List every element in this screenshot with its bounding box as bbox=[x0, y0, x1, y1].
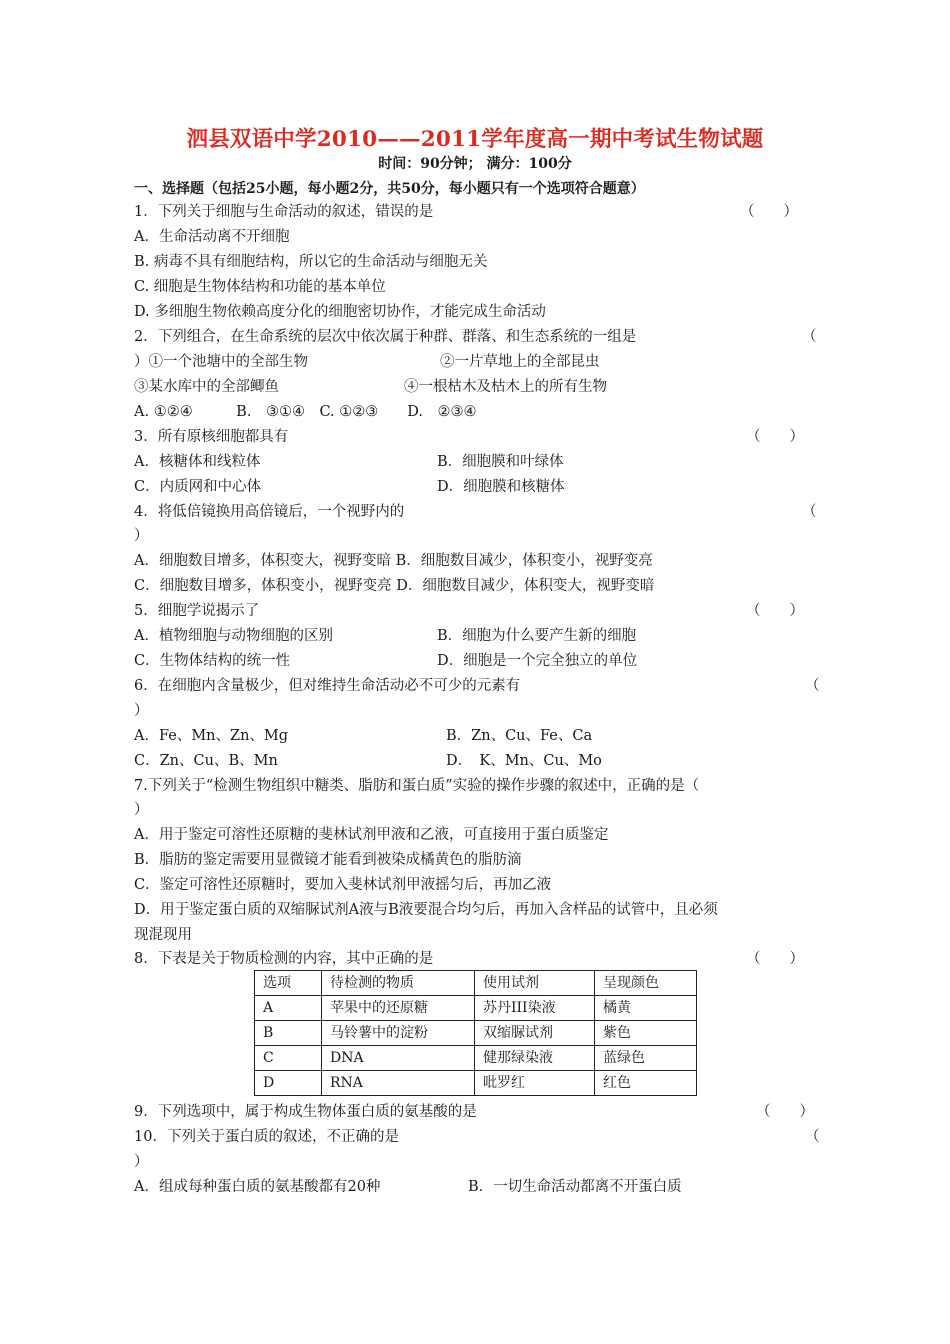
q4-options-cd: C．细胞数目增多，体积变小，视野变亮 D．细胞数目减少，体积变大，视野变暗 bbox=[134, 578, 655, 594]
q6-option-c: C．Zn、Cu、B、Mn bbox=[134, 753, 278, 769]
q7-option-c: C．鉴定可溶性还原糖时，要加入斐林试剂甲液摇匀后，再加乙液 bbox=[134, 877, 552, 893]
table-cell: 吡罗红 bbox=[475, 1071, 595, 1096]
table-cell: 健那绿染液 bbox=[475, 1046, 595, 1071]
q8-answer-paren: （ ） bbox=[746, 951, 804, 967]
q5-option-c: C．生物体结构的统一性 bbox=[134, 653, 291, 669]
q5-stem: 5．细胞学说揭示了 bbox=[134, 603, 260, 619]
q4-answer-paren-close: ） bbox=[134, 528, 149, 544]
q2-item-3: ③某水库中的全部鲫鱼 bbox=[134, 379, 279, 395]
table-cell: 紫色 bbox=[595, 1021, 697, 1046]
q7-option-b: B．脂肪的鉴定需要用显微镜才能看到被染成橘黄色的脂肪滴 bbox=[134, 852, 522, 868]
q5-option-a: A．植物细胞与动物细胞的区别 bbox=[134, 628, 333, 644]
q6-answer-paren-open: （ bbox=[805, 678, 820, 694]
table-cell: 苹果中的还原糖 bbox=[322, 996, 475, 1021]
q1-option-c: C. 细胞是生物体结构和功能的基本单位 bbox=[134, 279, 386, 295]
table-row bbox=[255, 1071, 697, 1096]
table-cell: 双缩脲试剂 bbox=[475, 1021, 595, 1046]
q3-stem: 3．所有原核细胞都具有 bbox=[134, 429, 289, 445]
q10-option-a: A．组成每种蛋白质的氨基酸都有20种 bbox=[134, 1179, 381, 1195]
table-cell: C bbox=[255, 1046, 322, 1071]
q7-option-a: A．用于鉴定可溶性还原糖的斐林试剂甲液和乙液，可直接用于蛋白质鉴定 bbox=[134, 827, 609, 843]
q10-option-b: B．一切生命活动都离不开蛋白质 bbox=[468, 1179, 682, 1195]
table-cell: DNA bbox=[322, 1046, 475, 1071]
q2-item-2: ②一片草地上的全部昆虫 bbox=[440, 354, 600, 370]
table-header-cell: 呈现颜色 bbox=[595, 971, 697, 996]
table-cell: D bbox=[255, 1071, 322, 1096]
q1-answer-paren: （ ） bbox=[740, 204, 798, 220]
q5-option-b: B．细胞为什么要产生新的细胞 bbox=[437, 628, 637, 644]
q2-answer-paren-open: （ bbox=[802, 329, 817, 345]
q10-answer-paren-close: ） bbox=[134, 1154, 149, 1170]
exam-title: 泗县双语中学2010——2011学年度高一期中考试生物试题 bbox=[186, 127, 764, 152]
table-cell: 马铃薯中的淀粉 bbox=[322, 1021, 475, 1046]
q7-stem: 7.下列关于“检测生物组织中糖类、脂肪和蛋白质”实验的操作步骤的叙述中，正确的是（ bbox=[134, 778, 700, 794]
table-cell: B bbox=[255, 1021, 322, 1046]
table-cell: 红色 bbox=[595, 1071, 697, 1096]
table-cell: A bbox=[255, 996, 322, 1021]
q2-stem: 2．下列组合，在生命系统的层次中依次属于种群、群落、和生态系统的一组是 bbox=[134, 329, 637, 345]
q2-options: A. ①②④ B. ③①④ C. ①②③ D. ②③④ bbox=[134, 404, 477, 420]
q4-stem: 4．将低倍镜换用高倍镜后，一个视野内的 bbox=[134, 504, 405, 520]
q4-options-ab: A．细胞数目增多，体积变大，视野变暗 B．细胞数目减少，体积变小，视野变亮 bbox=[134, 553, 653, 569]
table-row bbox=[255, 1021, 697, 1046]
q9-answer-paren: （ ） bbox=[756, 1104, 814, 1120]
q2-item-1: ）①一个池塘中的全部生物 bbox=[134, 354, 308, 370]
table-header-cell: 待检测的物质 bbox=[322, 971, 475, 996]
q6-option-b: B．Zn、Cu、Fe、Ca bbox=[446, 728, 593, 744]
table-cell: 蓝绿色 bbox=[595, 1046, 697, 1071]
q6-option-d: D． K、Mn、Cu、Mo bbox=[446, 753, 602, 769]
q10-stem: 10．下列关于蛋白质的叙述，不正确的是 bbox=[134, 1129, 399, 1145]
q7-option-d-line2: 现混现用 bbox=[134, 927, 192, 943]
q7-answer-paren-close: ） bbox=[134, 802, 149, 818]
q1-option-d: D. 多细胞生物依赖高度分化的细胞密切协作，才能完成生命活动 bbox=[134, 304, 546, 320]
q3-option-c: C．内质网和中心体 bbox=[134, 479, 262, 495]
q9-stem: 9．下列选项中，属于构成生物体蛋白质的氨基酸的是 bbox=[134, 1104, 477, 1120]
q3-option-a: A．核糖体和线粒体 bbox=[134, 454, 261, 470]
q6-stem: 6．在细胞内含量极少，但对维持生命活动必不可少的元素有 bbox=[134, 678, 521, 694]
q3-answer-paren: （ ） bbox=[746, 429, 804, 445]
q8-stem: 8．下表是关于物质检测的内容，其中正确的是 bbox=[134, 951, 434, 967]
table-header-cell: 使用试剂 bbox=[475, 971, 595, 996]
q10-answer-paren-open: （ bbox=[805, 1129, 820, 1145]
table-row bbox=[255, 996, 697, 1021]
table-cell: 橘黄 bbox=[595, 996, 697, 1021]
q2-item-4: ④一根枯木及枯木上的所有生物 bbox=[404, 379, 607, 395]
table-cell: RNA bbox=[322, 1071, 475, 1096]
q6-option-a: A．Fe、Mn、Zn、Mg bbox=[134, 728, 289, 744]
q3-option-d: D．细胞膜和核糖体 bbox=[437, 479, 565, 495]
q7-option-d-line1: D．用于鉴定蛋白质的双缩脲试剂A液与B液要混合均匀后，再加入含样品的试管中，且必须 bbox=[134, 902, 718, 918]
q4-answer-paren-open: （ bbox=[802, 504, 817, 520]
exam-time-score: 时间：90分钟； 满分：100分 bbox=[378, 156, 572, 172]
table-header-cell: 选项 bbox=[255, 971, 322, 996]
q8-table bbox=[254, 970, 697, 1096]
table-header-row bbox=[255, 971, 697, 996]
q3-option-b: B．细胞膜和叶绿体 bbox=[437, 454, 564, 470]
q1-option-b: B. 病毒不具有细胞结构，所以它的生命活动与细胞无关 bbox=[134, 254, 488, 270]
q6-answer-paren-close: ） bbox=[134, 703, 149, 719]
q5-option-d: D．细胞是一个完全独立的单位 bbox=[437, 653, 638, 669]
q1-option-a: A．生命活动离不开细胞 bbox=[134, 229, 290, 245]
section-heading-choice: 一、选择题（包括25小题，每小题2分，共50分，每小题只有一个选项符合题意） bbox=[134, 181, 645, 197]
q5-answer-paren: （ ） bbox=[746, 603, 804, 619]
q1-stem: 1．下列关于细胞与生命活动的叙述，错误的是 bbox=[134, 204, 434, 220]
table-row bbox=[255, 1046, 697, 1071]
table-cell: 苏丹III染液 bbox=[475, 996, 595, 1021]
